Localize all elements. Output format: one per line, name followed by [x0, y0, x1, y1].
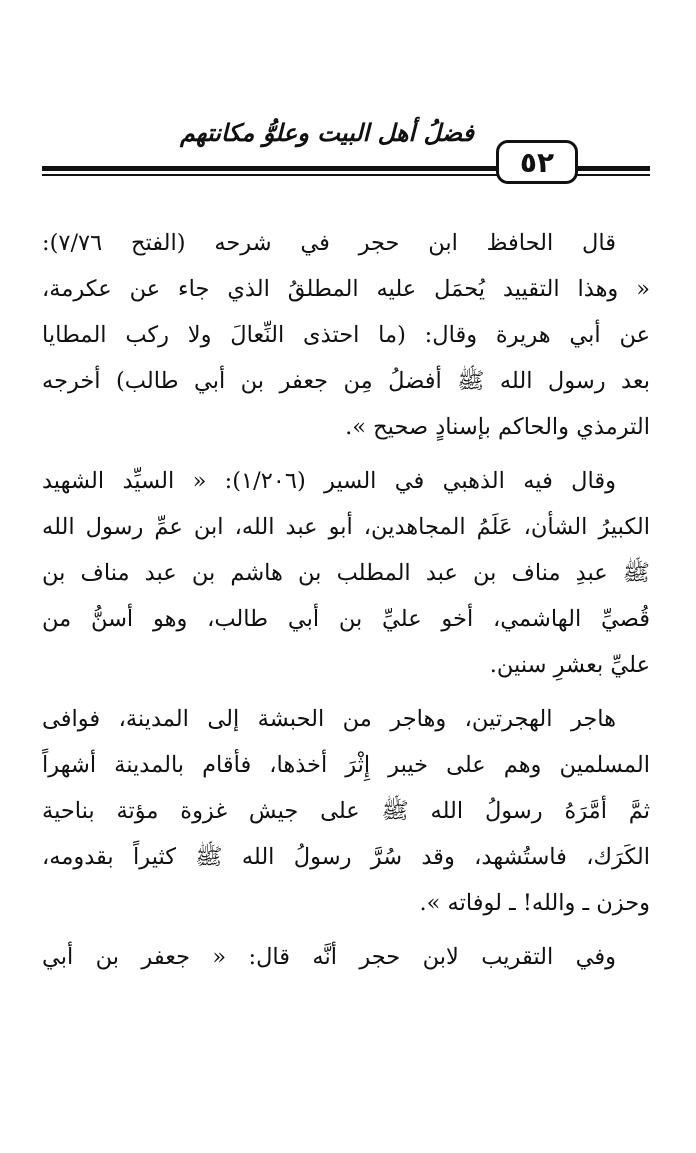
text-line: الكبيرُ الشأن، عَلَمُ المجاهدين، أبو عبد الله، ابن عمِّ رسول الله: [42, 514, 650, 540]
text-line: هاجر الهجرتين، وهاجر من الحبشة إلى المدينة، فوافى: [42, 706, 616, 732]
text-line: قُصيِّ الهاشمي، أخو عليِّ بن أبي طالب، وهو أسنُّ من: [42, 606, 650, 632]
text-line: ثمَّ أمَّرَهُ رسولُ الله ﷺ على جيش غزوة مؤتة بناحية: [42, 798, 650, 824]
text-line: المسلمين وهم على خيبر إِثْرَ أخذها، فأقام بالمدينة أشهراً: [42, 752, 650, 778]
text-line: ﷺ عبدِ مناف بن عبد المطلب بن هاشم بن عبد مناف بن: [42, 560, 650, 586]
running-title: فضلُ أهل البيت وعلوُّ مكانتهم: [179, 118, 474, 147]
text-line: قال الحافظ ابن حجر في شرحه (الفتح ٧/٧٦):: [42, 230, 616, 256]
paragraph-1: [42, 220, 650, 450]
paragraph-4: [42, 934, 650, 980]
text-line: « وهذا التقييد يُحمَل عليه المطلقُ الذي جاء عن عكرمة،: [42, 276, 650, 302]
text-line: الترمذي والحاكم بإسنادٍ صحيح ».: [345, 414, 650, 440]
body-text: [42, 220, 650, 980]
page-number-box: [496, 140, 578, 184]
text-line: وقال فيه الذهبي في السير (١/٢٠٦): « السيِّد الشهيد: [42, 468, 616, 494]
text-line: وفي التقريب لابن حجر أنَّه قال: « جعفر بن أبي: [42, 944, 616, 970]
page-number: ٥٢: [519, 145, 555, 179]
text-line: الكَرَك، فاستُشهد، وقد سُرَّ رسولُ الله ﷺ كثيراً بقدومه،: [42, 844, 650, 870]
text-line: بعد رسول الله ﷺ أفضلُ مِن جعفر بن أبي طالب) أخرجه: [42, 368, 650, 394]
page-header: [0, 0, 696, 200]
paragraph-2: [42, 458, 650, 688]
paragraph-3: [42, 696, 650, 926]
text-line: وحزن ـ والله! ـ لوفاته ».: [419, 890, 650, 916]
text-line: عن أبي هريرة وقال: (ما احتذى النِّعالَ ولا ركب المطايا: [42, 322, 650, 348]
text-line: عليِّ بعشرِ سنين.: [489, 652, 650, 678]
